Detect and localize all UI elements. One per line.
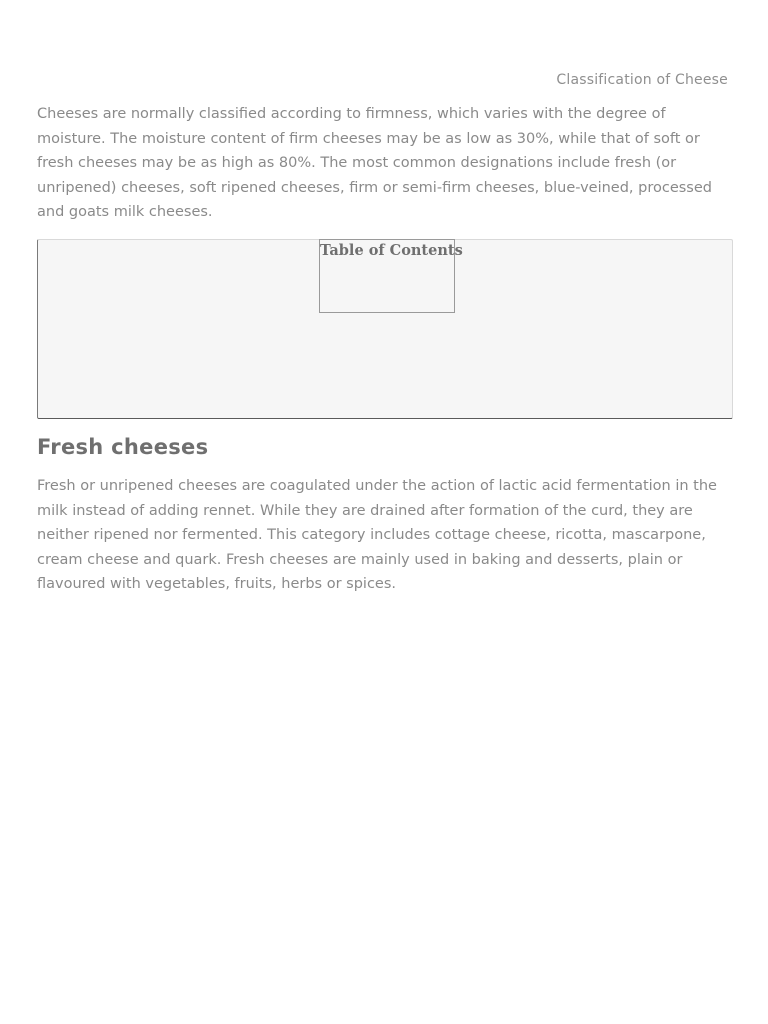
table-of-contents-panel [37, 239, 733, 419]
table-of-contents-box[interactable] [319, 239, 463, 313]
section-paragraph-fresh-cheeses: Fresh or unripened cheeses are coagulated under the action of lactic acid fermentation in the milk instead of adding rennet. While they are drained after formation of the curd, they are neither ripened nor fermented. This category includes cottage cheese, ricotta, mascarpone, cream cheese and quark. Fresh cheeses are mainly used in baking and desserts, plain or flavoured with vegetables, fruits, herbs or spices. [37, 477, 717, 593]
running-header: Classification of Cheese [556, 72, 728, 88]
table-of-contents-title: Table of Contents [320, 241, 463, 259]
page-content [37, 102, 733, 597]
section-heading-fresh-cheeses: Fresh cheeses [37, 434, 209, 459]
intro-paragraph: Cheeses are normally classified according to firmness, which varies with the degree of moisture. The moisture content of firm cheeses may be as low as 30%, while that of soft or fresh cheeses may be as high as 80%. The most common designations include fresh (or unripened) cheeses, soft ripened cheeses, firm or semi-firm cheeses, blue-veined, processed and goats milk cheeses. [37, 106, 712, 221]
